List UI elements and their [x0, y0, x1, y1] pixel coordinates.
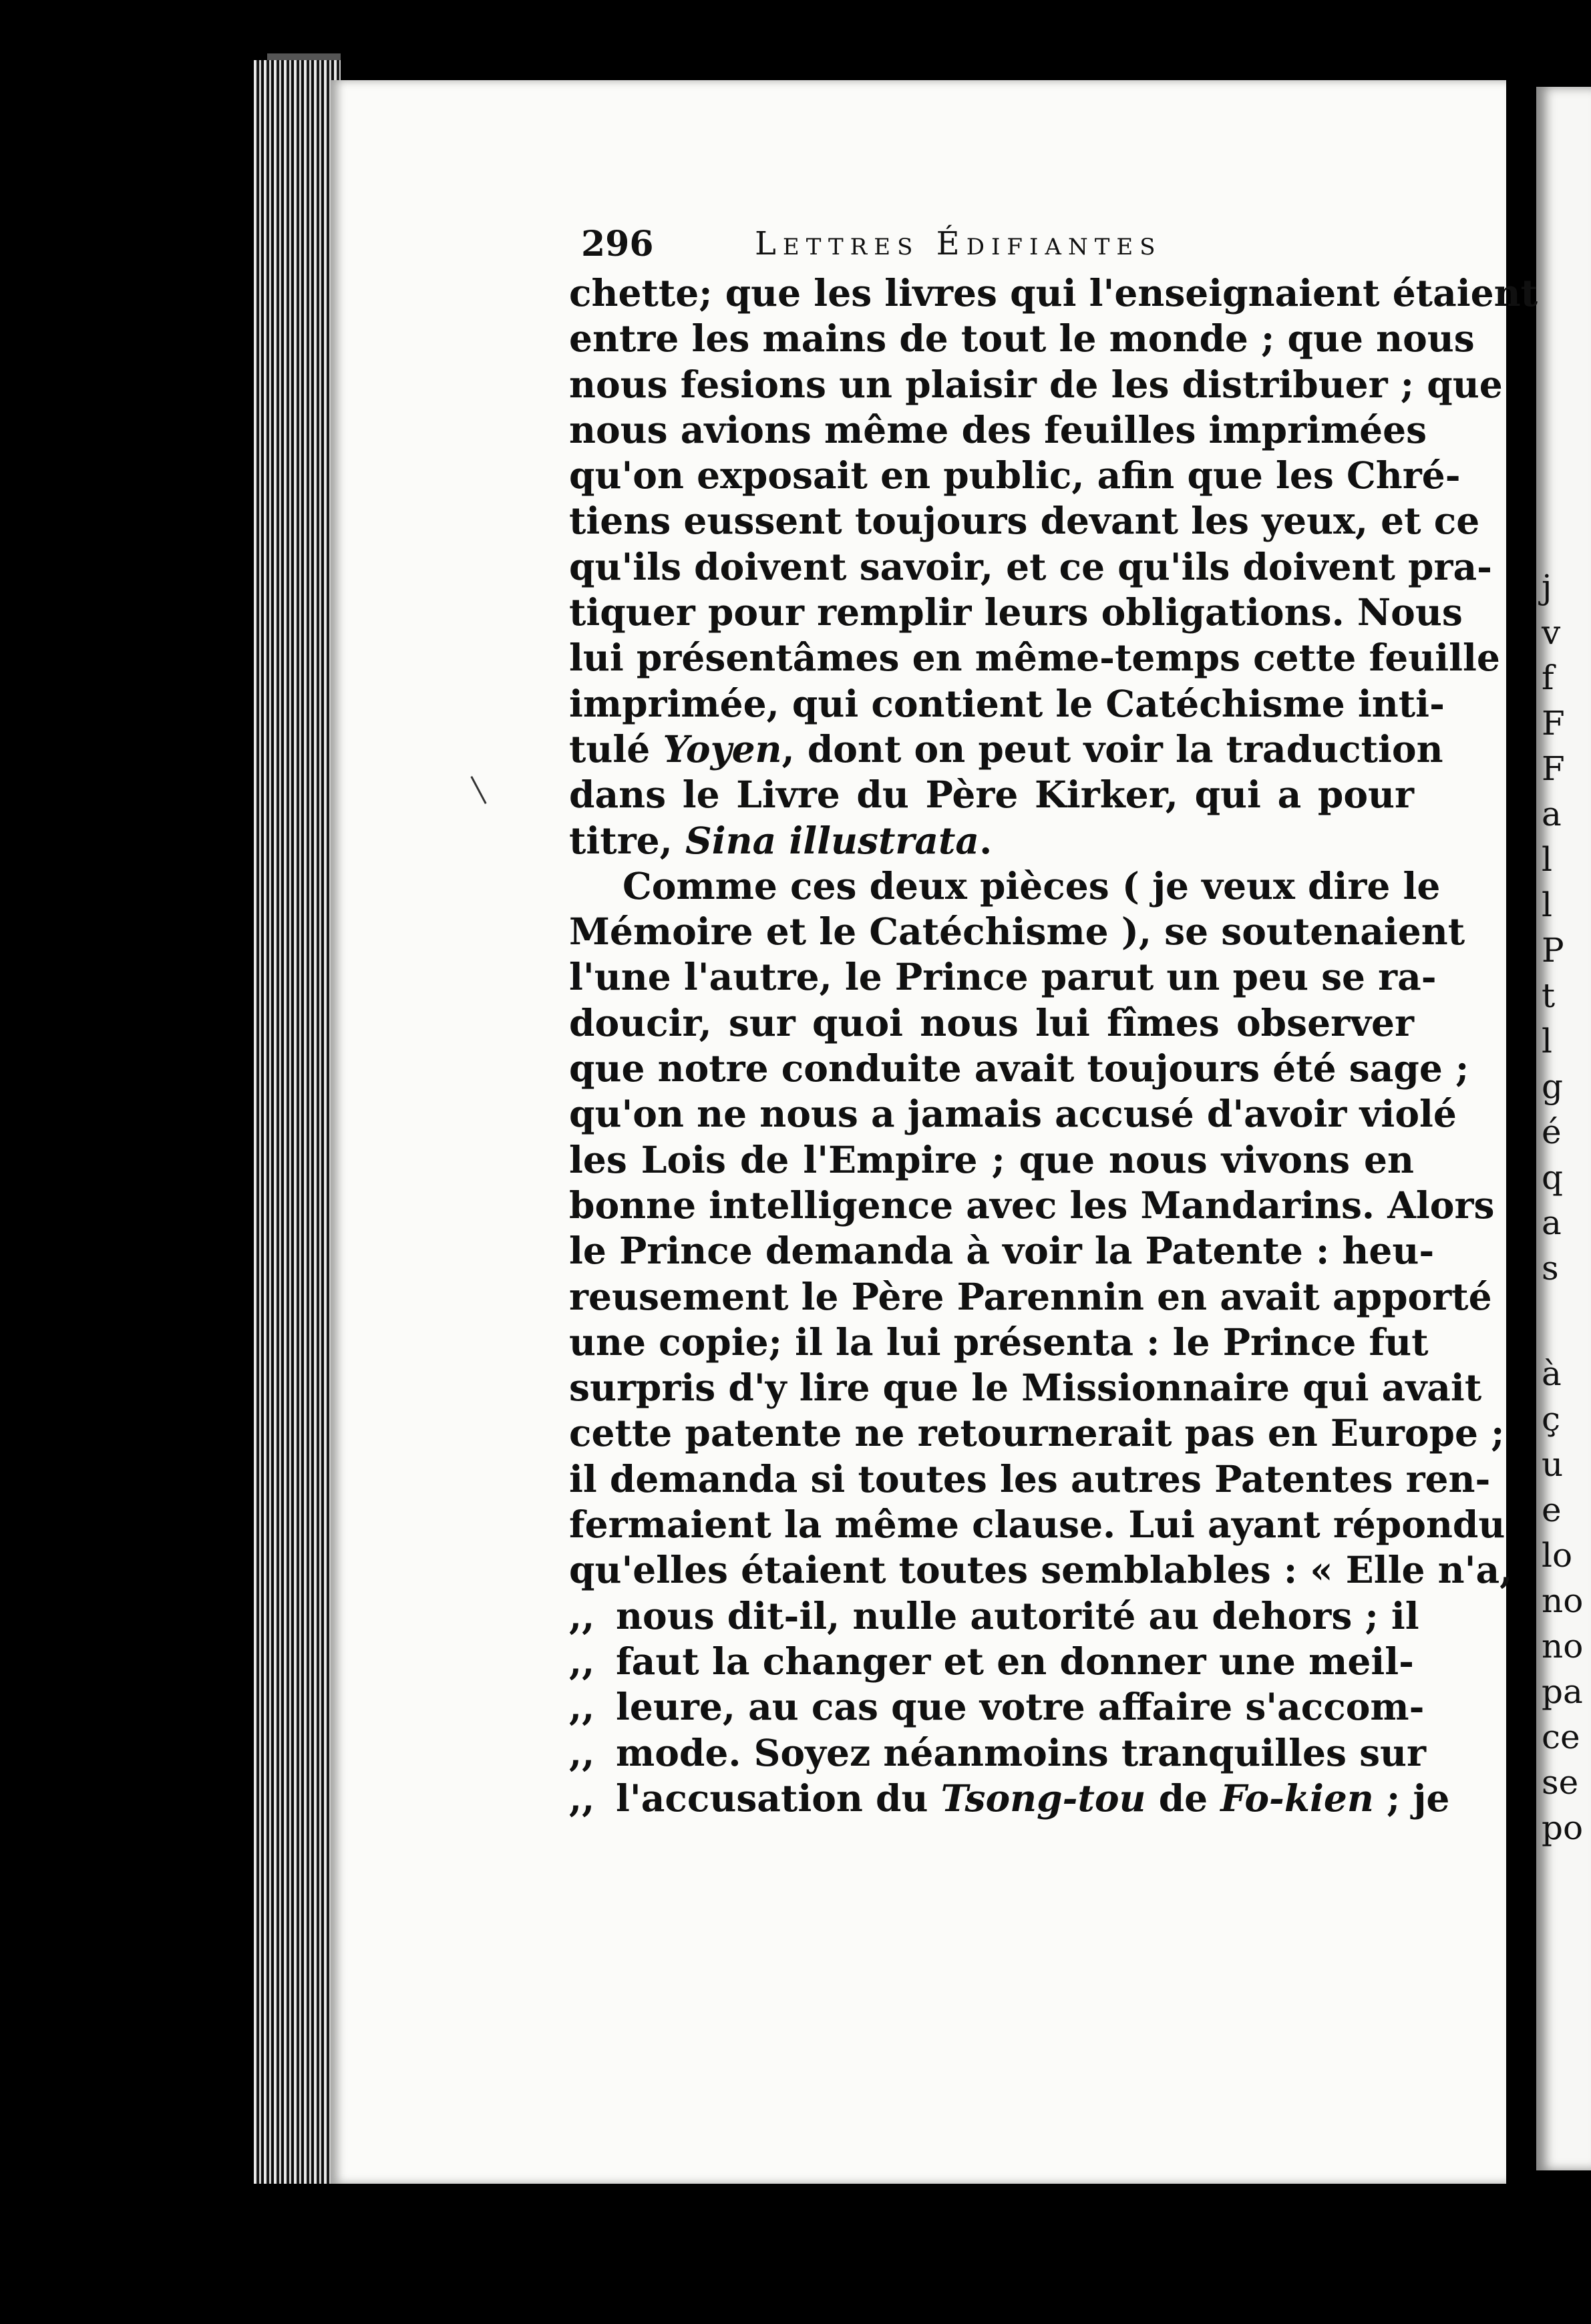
quotation-mark: ,, — [569, 1776, 595, 1820]
line-text: tiens eussent toujours devant les yeux, et ce — [569, 499, 1480, 543]
line-text: tulé — [569, 727, 663, 771]
text-line — [569, 818, 1414, 863]
line-text: fermaient la même clause. Lui ayant répondu — [569, 1503, 1506, 1547]
quotation-mark: ,, — [569, 1593, 595, 1637]
next-page-fragment: lo — [1542, 1536, 1573, 1575]
line-text: , dont on peut voir la traduction — [781, 727, 1443, 771]
text-line — [569, 1183, 1495, 1228]
line-text: mode. Soyez néanmoins tranquilles sur — [616, 1730, 1427, 1774]
next-page-fragment: é — [1542, 1113, 1562, 1151]
next-page-fragment: no — [1542, 1627, 1584, 1666]
line-text: lui présentâmes en même-temps cette feuille — [569, 636, 1500, 680]
text-line — [569, 727, 1443, 772]
italic-text: Tsong-tou — [940, 1776, 1146, 1820]
text-line — [569, 453, 1461, 498]
running-head — [581, 224, 1423, 272]
line-text: doucir, sur quoi nous lui fîmes observer — [569, 1000, 1414, 1044]
next-page-sliver — [1536, 87, 1591, 2170]
next-page-fragment: e — [1542, 1491, 1562, 1529]
text-line — [569, 1274, 1492, 1320]
next-page-fragment: f — [1542, 658, 1554, 697]
quotation-mark: ,, — [569, 1730, 595, 1774]
line-text: il demanda si toutes les autres Patentes ren- — [569, 1457, 1491, 1501]
text-line — [569, 772, 1414, 817]
text-line — [569, 270, 1538, 316]
text-line — [569, 498, 1480, 544]
text-line — [569, 1502, 1506, 1547]
text-line — [569, 954, 1437, 1000]
text-line — [569, 544, 1492, 590]
line-text: tiquer pour remplir leurs obligations. Nous — [569, 590, 1463, 634]
quoted-text — [616, 1776, 1449, 1821]
line-text: une copie; il la lui présenta : le Prince fut — [569, 1320, 1429, 1364]
line-text: qu'on exposait en public, afin que les Chré- — [569, 453, 1461, 498]
line-text: titre, — [569, 818, 685, 862]
line-text: reusement le Père Parennin en avait apporté — [569, 1274, 1492, 1318]
line-text: imprimée, qui contient le Catéchisme inti- — [569, 681, 1445, 725]
text-line — [569, 362, 1503, 407]
quotation-mark: ,, — [569, 1685, 595, 1729]
line-text: Comme ces deux pièces ( je veux dire le — [623, 863, 1441, 908]
line-text: l'une l'autre, le Prince parut un peu se ra- — [569, 955, 1437, 999]
line-text: ; je — [1373, 1776, 1450, 1820]
line-text: bonne intelligence avec les Mandarins. Alors — [569, 1183, 1495, 1227]
italic-text: Sina illustrata — [685, 818, 980, 862]
next-page-fragment: l — [1542, 886, 1552, 924]
line-text: les Lois de l'Empire ; que nous vivons en — [569, 1137, 1414, 1181]
next-page-fragment: no — [1542, 1581, 1584, 1620]
line-text: l'accusation du — [616, 1776, 941, 1820]
text-line — [569, 909, 1465, 954]
book-page-edges — [254, 60, 341, 2184]
next-page-fragment: P — [1542, 931, 1564, 970]
text-line — [569, 1000, 1414, 1046]
text-line — [569, 1457, 1491, 1502]
text-line — [569, 590, 1463, 635]
quoted-text — [616, 1593, 1419, 1639]
line-text: surpris d'y lire que le Missionnaire qui avait — [569, 1366, 1482, 1410]
body-text — [569, 270, 1538, 1821]
italic-text: Yoyen — [663, 727, 782, 771]
line-text: le Prince demanda à voir la Patente : heu- — [569, 1229, 1435, 1273]
quoted-text — [616, 1639, 1414, 1684]
text-line — [569, 407, 1427, 453]
line-text: nous fesions un plaisir de les distribuer ; que — [569, 362, 1503, 406]
line-text: dans le Livre du Père Kirker, qui a pour — [569, 773, 1414, 817]
line-text: chette; que les livres qui l'enseignaient étaient — [569, 271, 1538, 315]
text-line — [569, 863, 1441, 909]
line-text: qu'elles étaient toutes semblables : « Elle n'a, — [569, 1548, 1513, 1592]
next-page-fragment: l — [1542, 840, 1552, 879]
line-text: entre les mains de tout le monde ; que nous — [569, 317, 1475, 361]
next-page-fragment: ce — [1542, 1718, 1580, 1756]
line-text: qu'ils doivent savoir, et ce qu'ils doivent pra- — [569, 544, 1492, 588]
next-page-fragment: g — [1542, 1067, 1564, 1106]
next-page-fragment: F — [1542, 749, 1565, 788]
text-line — [569, 1776, 1450, 1821]
line-text: de — [1145, 1776, 1221, 1820]
text-line — [569, 1410, 1505, 1456]
line-text: leure, au cas que votre affaire s'accom- — [616, 1685, 1425, 1729]
quotation-mark: ,, — [569, 1639, 595, 1683]
line-text: que notre conduite avait toujours été sage ; — [569, 1046, 1469, 1091]
line-text: Mémoire et le Catéchisme ), se soutenaient — [569, 910, 1465, 954]
next-page-fragment: po — [1542, 1808, 1584, 1847]
next-page-fragment: v — [1542, 613, 1561, 652]
italic-text: Fo-kien — [1220, 1776, 1374, 1820]
line-text: nous avions même des feuilles imprimées — [569, 407, 1427, 451]
text-line — [569, 681, 1445, 727]
text-line — [569, 1639, 1414, 1684]
line-text: . — [979, 818, 993, 862]
next-page-fragment: F — [1542, 704, 1565, 743]
text-line — [569, 1320, 1429, 1365]
next-page-fragment: ç — [1542, 1400, 1561, 1438]
text-line — [569, 316, 1475, 361]
text-line — [569, 1547, 1513, 1593]
next-page-fragment: t — [1542, 976, 1556, 1015]
next-page-fragment: a — [1542, 795, 1562, 833]
quoted-text — [616, 1684, 1424, 1730]
next-page-fragment: j — [1542, 568, 1552, 606]
next-page-fragment: q — [1542, 1158, 1564, 1197]
next-page-fragment: u — [1542, 1445, 1564, 1484]
line-text: qu'on ne nous a jamais accusé d'avoir violé — [569, 1092, 1457, 1136]
text-line — [569, 1365, 1482, 1410]
next-page-fragment: pa — [1542, 1672, 1583, 1711]
text-line — [569, 635, 1500, 681]
next-page-fragment: l — [1542, 1022, 1552, 1060]
line-text: nous dit-il, nulle autorité au dehors ; il — [616, 1593, 1419, 1637]
text-line — [569, 1730, 1427, 1776]
line-text: faut la changer et en donner une meil- — [616, 1639, 1414, 1683]
text-line — [569, 1046, 1469, 1091]
text-line — [569, 1091, 1457, 1137]
next-page-fragment: s — [1542, 1249, 1559, 1288]
next-page-fragment: se — [1542, 1763, 1579, 1802]
text-line — [569, 1684, 1425, 1730]
quoted-text — [616, 1730, 1426, 1776]
running-title: Lettres Édifiantes — [755, 225, 1162, 262]
text-line — [569, 1593, 1419, 1639]
text-line — [569, 1228, 1435, 1274]
page-number: 296 — [581, 224, 654, 264]
next-page-fragment: a — [1542, 1203, 1562, 1242]
text-line — [569, 1137, 1414, 1183]
line-text: cette patente ne retournerait pas en Europe ; — [569, 1411, 1505, 1455]
next-page-fragment: à — [1542, 1354, 1562, 1393]
